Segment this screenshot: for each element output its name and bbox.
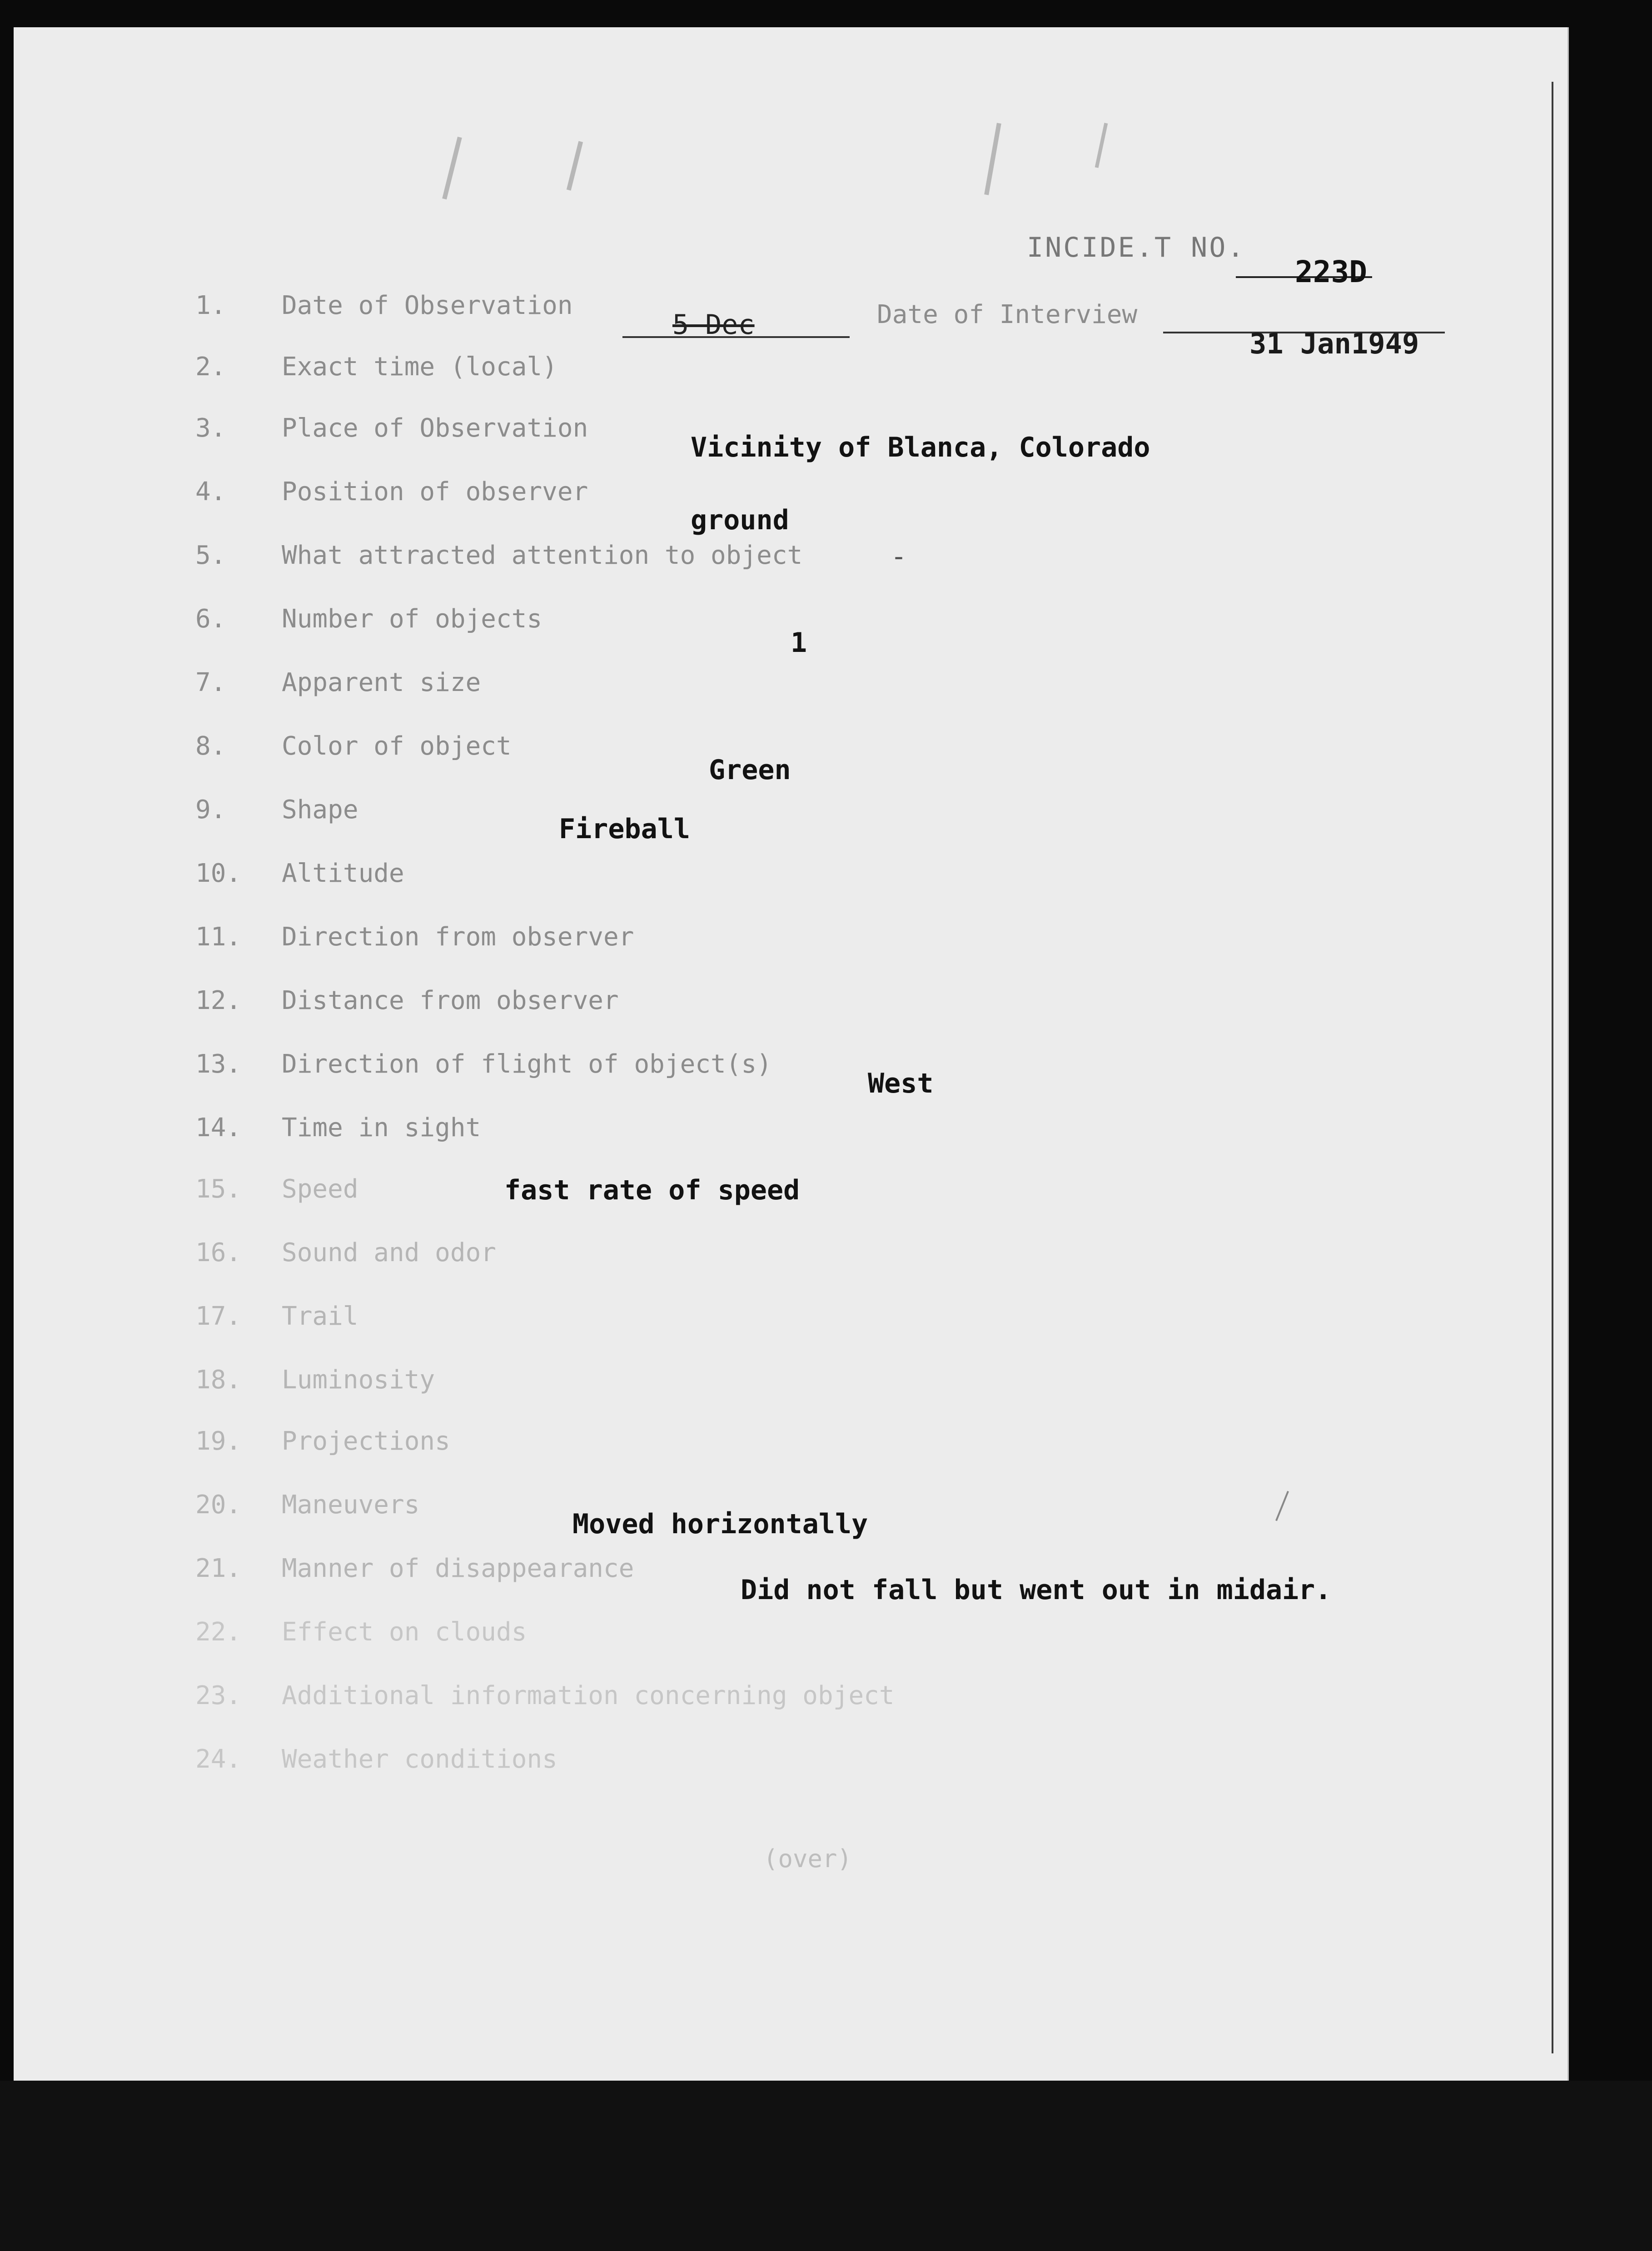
item-number: 20. [195, 1490, 242, 1520]
item-answer: Vicinity of Blanca, Colorado [691, 432, 1150, 463]
form-row [14, 1174, 1567, 1224]
item-label: Direction from observer [282, 922, 634, 952]
item-number: 10. [195, 859, 242, 888]
item-label: Projections [282, 1426, 450, 1456]
item-answer: Green [709, 754, 791, 786]
item-number: 22. [195, 1617, 242, 1647]
item-number: 19. [195, 1426, 242, 1456]
item-number: 2. [195, 352, 226, 382]
item-answer: ground [691, 504, 789, 536]
item-number: 3. [195, 413, 226, 443]
item-label: What attracted attention to object [282, 541, 803, 570]
form-row [14, 922, 1567, 972]
date-of-interview-label: Date of Interview [877, 300, 1138, 329]
item-number: 16. [195, 1238, 242, 1267]
item-label: Luminosity [282, 1365, 435, 1395]
form-row [14, 1365, 1567, 1415]
item-number: 1. [195, 291, 226, 320]
date-of-observation-value: 5 Dec [672, 309, 755, 341]
scan-border [0, 2081, 1652, 2251]
item-label: Additional information concerning object [282, 1681, 895, 1710]
item-answer: Moved horizontally [572, 1508, 868, 1540]
item-label: Color of object [282, 731, 512, 761]
item-label: Date of Observation [282, 291, 573, 320]
item-label: Place of Observation [282, 413, 588, 443]
form-row [14, 859, 1567, 909]
date-of-interview-value: 31 Jan1949 [1249, 327, 1419, 360]
form-row [14, 1490, 1567, 1540]
item-answer: Did not fall but went out in midair. [741, 1574, 1332, 1606]
item-number: 5. [195, 541, 226, 570]
item-number: 11. [195, 922, 242, 952]
over-note: (over) [763, 1844, 852, 1873]
item-number: 4. [195, 477, 226, 507]
form-row [14, 1238, 1567, 1288]
form-row [14, 541, 1567, 591]
incident-number: 223D [1295, 254, 1367, 289]
item-label: Time in sight [282, 1113, 481, 1143]
form-row [14, 1554, 1567, 1604]
form-row [14, 1113, 1567, 1163]
form-row [14, 352, 1567, 402]
item-number: 17. [195, 1302, 242, 1331]
form-row [14, 795, 1567, 845]
item-label: Trail [282, 1302, 358, 1331]
form-row [14, 731, 1567, 786]
item-label: Weather conditions [282, 1744, 557, 1774]
item-number: 23. [195, 1681, 242, 1710]
item-label: Shape [282, 795, 358, 825]
item-number: 9. [195, 795, 226, 825]
item-number: 21. [195, 1554, 242, 1583]
item-answer: West [868, 1068, 934, 1099]
form-row [14, 986, 1567, 1036]
item-label: Effect on clouds [282, 1617, 527, 1647]
form-row [14, 1617, 1567, 1667]
item-answer: Fireball [559, 813, 690, 845]
item-number: 12. [195, 986, 242, 1015]
item-label: Distance from observer [282, 986, 619, 1015]
item-label: Direction of flight of object(s) [282, 1049, 772, 1079]
form-row [14, 668, 1567, 718]
form-sheet [14, 27, 1569, 2081]
item-label: Sound and odor [282, 1238, 497, 1267]
form-row [14, 1681, 1567, 1731]
scan-mark [1095, 123, 1108, 168]
item-number: 14. [195, 1113, 242, 1143]
item-number: 18. [195, 1365, 242, 1395]
item-number: 6. [195, 604, 226, 634]
form-row [14, 1426, 1567, 1476]
item-label: Maneuvers [282, 1490, 420, 1520]
form-row [14, 1049, 1567, 1099]
form-row [14, 1302, 1567, 1352]
scan-mark [567, 141, 583, 190]
item-label: Altitude [282, 859, 404, 888]
item-number: 7. [195, 668, 226, 697]
scan-mark [442, 137, 462, 199]
item-label: Manner of disappearance [282, 1554, 634, 1583]
incident-label: INCIDE.T NO. [1027, 232, 1246, 263]
item-answer: fast rate of speed [504, 1174, 800, 1206]
item-number: 24. [195, 1744, 242, 1774]
item-answer: - [891, 541, 907, 572]
item-label: Speed [282, 1174, 358, 1204]
form-row [14, 413, 1567, 463]
item-label: Exact time (local) [282, 352, 557, 382]
form-row [14, 1744, 1567, 1794]
item-label: Position of observer [282, 477, 588, 507]
item-number: 13. [195, 1049, 242, 1079]
item-number: 15. [195, 1174, 242, 1204]
item-answer: 1 [791, 627, 807, 659]
form-row [14, 477, 1567, 536]
item-label: Number of objects [282, 604, 542, 634]
item-label: Apparent size [282, 668, 481, 697]
form-row [14, 604, 1567, 659]
item-number: 8. [195, 731, 226, 761]
scan-mark [984, 123, 1001, 195]
